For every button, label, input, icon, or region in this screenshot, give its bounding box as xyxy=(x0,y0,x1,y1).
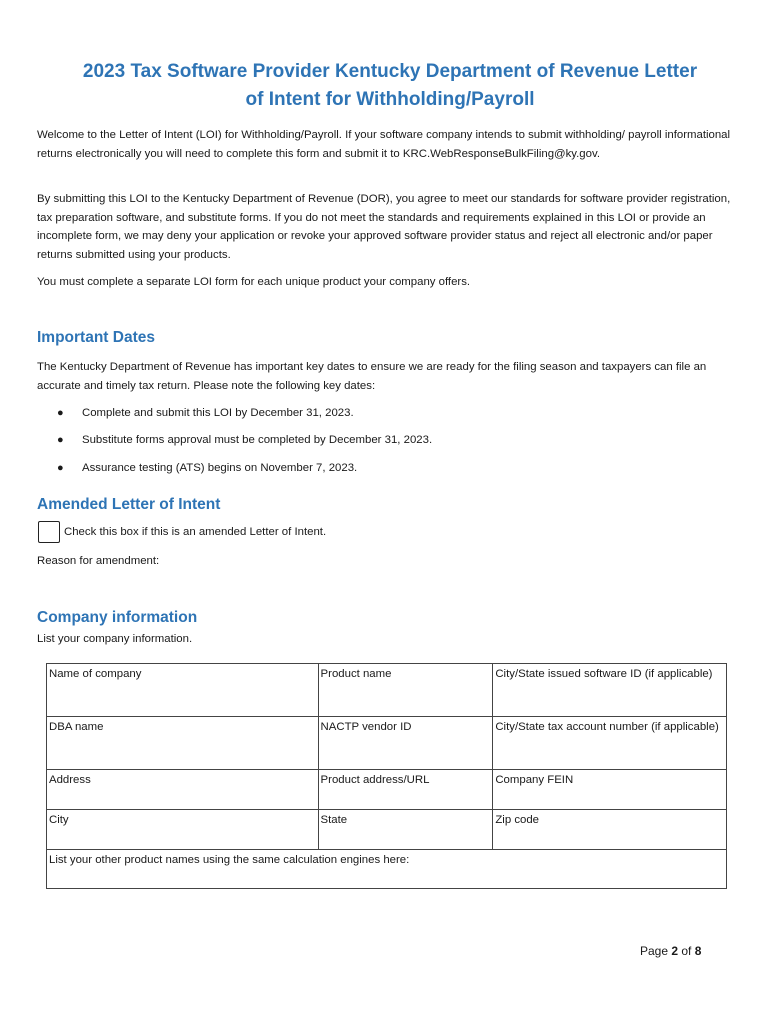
reason-for-amendment-label: Reason for amendment: xyxy=(37,555,160,567)
title-line-1: 2023 Tax Software Provider Kentucky Department of Revenue Letter xyxy=(82,61,698,82)
company-info-subtext: List your company information. xyxy=(37,633,193,645)
intro-paragraph-2: By submitting this LOI to the Kentucky Department of Revenue (DOR), you agree to meet our standards for software provider registration, tax preparation software, and substitute forms. If you do not meet the standards and requirements explained in this LOI or provide an incomplete form, we may deny your application or revoke your approved software provider status and reject all electronic and/or paper returns submitted using your products. xyxy=(37,193,731,261)
city-field[interactable]: City xyxy=(47,810,319,850)
bullet-icon: ● xyxy=(57,407,64,419)
software-id-field[interactable]: City/State issued software ID (if applicable) xyxy=(493,664,727,717)
other-products-field[interactable]: List your other product names using the same calculation engines here: xyxy=(47,850,727,889)
intro-paragraph-3: You must complete a separate LOI form for each unique product your company offers. xyxy=(37,276,471,288)
intro-paragraph-1: Welcome to the Letter of Intent (LOI) for Withholding/Payroll. If your software company intends to submit withholding/ payroll informational returns electronically you will need to complete this form and submit it to KRC.WebResponseBulkFiling@ky.gov. xyxy=(37,129,731,160)
amended-heading: Amended Letter of Intent xyxy=(37,496,221,513)
zip-code-field[interactable]: Zip code xyxy=(493,810,727,850)
table-row xyxy=(47,664,727,717)
tax-account-number-field[interactable]: City/State tax account number (if applicable) xyxy=(493,717,727,770)
list-item-text: Assurance testing (ATS) begins on November 7, 2023. xyxy=(82,462,358,474)
table-row xyxy=(47,850,727,889)
important-dates-heading: Important Dates xyxy=(37,329,155,346)
company-fein-field[interactable]: Company FEIN xyxy=(493,770,727,810)
amended-checkbox-label: Check this box if this is an amended Letter of Intent. xyxy=(64,526,327,538)
bullet-icon: ● xyxy=(57,462,64,474)
table-row xyxy=(47,770,727,810)
name-of-company-field[interactable]: Name of company xyxy=(47,664,319,717)
amended-checkbox[interactable] xyxy=(38,521,60,543)
address-field[interactable]: Address xyxy=(47,770,319,810)
nactp-vendor-id-field[interactable]: NACTP vendor ID xyxy=(318,717,493,770)
bullet-icon: ● xyxy=(57,434,64,446)
product-url-field[interactable]: Product address/URL xyxy=(318,770,493,810)
dba-name-field[interactable]: DBA name xyxy=(47,717,319,770)
table-row xyxy=(47,810,727,850)
company-info-heading: Company information xyxy=(37,609,198,626)
important-dates-text: The Kentucky Department of Revenue has important key dates to ensure we are ready for the filing season and taxpayers can file an accurate and timely tax return. Please note the following key dates: xyxy=(37,361,707,392)
list-item-text: Substitute forms approval must be completed by December 31, 2023. xyxy=(82,434,433,446)
page-total: 8 xyxy=(694,944,702,958)
list-item-text: Complete and submit this LOI by December 31, 2023. xyxy=(82,407,354,419)
table-row xyxy=(47,717,727,770)
state-field[interactable]: State xyxy=(318,810,493,850)
company-info-table xyxy=(46,663,727,889)
title-line-2: of Intent for Withholding/Payroll xyxy=(245,89,535,110)
page-prefix: Page xyxy=(640,944,672,958)
page-title xyxy=(60,58,720,114)
page-number xyxy=(640,944,701,958)
product-name-field[interactable]: Product name xyxy=(318,664,493,717)
page-current: 2 xyxy=(671,944,679,958)
page-mid: of xyxy=(678,944,695,958)
